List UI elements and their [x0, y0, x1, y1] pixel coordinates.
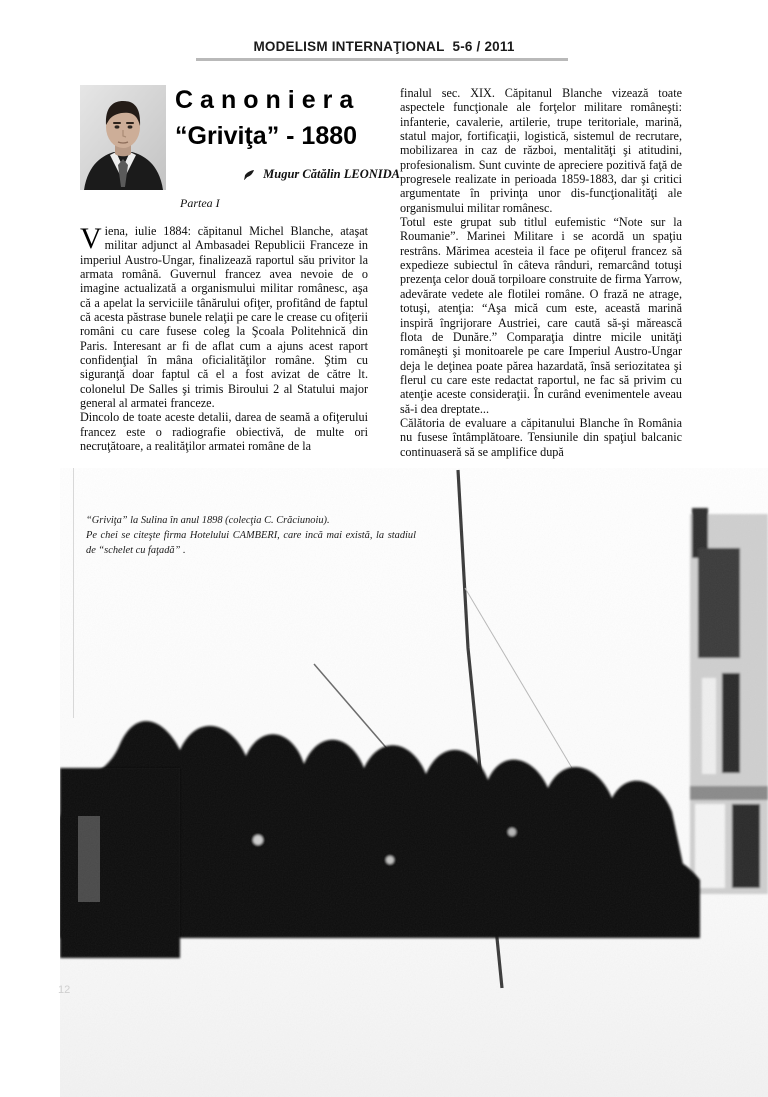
article-byline	[175, 167, 400, 184]
page-number: 12	[58, 984, 71, 996]
header-issue: 5-6 / 2011	[452, 39, 515, 54]
author-portrait	[80, 85, 166, 190]
body-column-left	[80, 224, 368, 454]
photo-caption	[86, 514, 416, 558]
article-masthead	[175, 84, 400, 184]
paragraph-left-2: Dincolo de toate aceste detalii, darea de seamă a ofiţerului francez este o radiografie obiectivă, de multe ori necruţătoare, a realităţilor armatei române de la	[80, 410, 368, 454]
body-column-right	[400, 86, 682, 459]
article-title-line1: Canoniera	[175, 86, 361, 114]
paragraph-right-2: Totul este grupat sub titlul eufemistic “Note sur la Roumanie”. Marinei Militare i se acordă un spaţiu restrâns. Mărimea acesteia il face pe ofiţerul francez să expedieze subiectul în câteva rânduri, remarcând totuşi prezenţa celor două torpiloare construite de firma Yarrow, adevărate vedete ale flotilei române. O frază ne atrage, totuşi, atenţia: “Aşa mică cum este, această marină inspiră îngrijorare Austriei, care caută să-şi mărească flota de Dunăre.” Comparaţia dintre micile unităţi româneşti şi monitoarele pe care Imperiul Austro-Ungar deja le deţinea poate părea hazardată, însă seriozitatea şi flerul cu care este redactat raportul, ne fac să privim cu atenţie aceste consideraţii. În curând evenimentele aveau să-i dea dreptate...	[400, 215, 682, 416]
quill-icon	[244, 169, 255, 184]
photo-crop-guide	[73, 468, 74, 718]
paragraph-left-1	[80, 224, 368, 410]
gunboat-photograph	[60, 468, 768, 1097]
photo-caption-line1: “Griviţa” la Sulina în anul 1898 (colecţia C. Crăciunoiu).	[86, 515, 330, 526]
author-name: Mugur Cătălin LEONIDA	[263, 167, 400, 181]
photo-caption-line2: Pe chei se citeşte firma Hotelului CAMBERI, care incă mai există, la stadiul de “schelet cu faţadă” .	[86, 529, 416, 556]
drop-cap: V	[80, 222, 102, 255]
article-part-label: Partea I	[180, 196, 220, 210]
header-publication: MODELISM INTERNAŢIONAL	[253, 39, 445, 54]
paragraph-right-1: finalul sec. XIX. Căpitanul Blanche vizează toate aspectele funcţionale ale forţelor militare româneşti: infanterie, cavalerie, artilerie, trupe teritoriale, marină, statul major, fortificaţii, logistică, sistemul de recrutare, mobilizarea in caz de război, mentalităţi şi atitudini, profesionalism. Sunt cuvinte de apreciere pozitivă faţă de progresele realizate in perioada 1859-1883, dar şi critici argumentate în privinţa unor dis-funcţionalităţi ale organismului militar românesc.	[400, 86, 682, 215]
article-title-line2: “Griviţa” - 1880	[175, 122, 358, 150]
header-title	[253, 39, 514, 54]
paragraph-left-1-text: iena, iulie 1884: căpitanul Michel Blanche, ataşat militar adjunct al Ambasadei Republicii Franceze in imperiul Austro-Ungar, finalizează raportul său privitor la armata română. Guvernul francez avea nevoie de o imagine actualizată a organismului militar românesc, aşa că a apelat la serviciile tânărului ofiţer, profitând de faptul că acesta păstrase bunele relaţii pe care le crease cu ofiţerii români cu care fusese coleg la Şcoala Politehnică din Paris. Interesant ar fi de aflat cum a ajuns acest raport confidenţial în mâna oficialităţilor române. Ştim cu siguranţă doar faptul că el a fost avizat de către lt. colonelul De Salles şi trimis Biroului 2 al Statului major general al armatei franceze.	[80, 224, 368, 411]
header-rule	[196, 58, 568, 61]
paragraph-right-3: Călătoria de evaluare a căpitanului Blanche în România nu fusese întâmplătoare. Tensiunile din spaţiul balcanic continuaseră să se amplifice după	[400, 415, 682, 459]
